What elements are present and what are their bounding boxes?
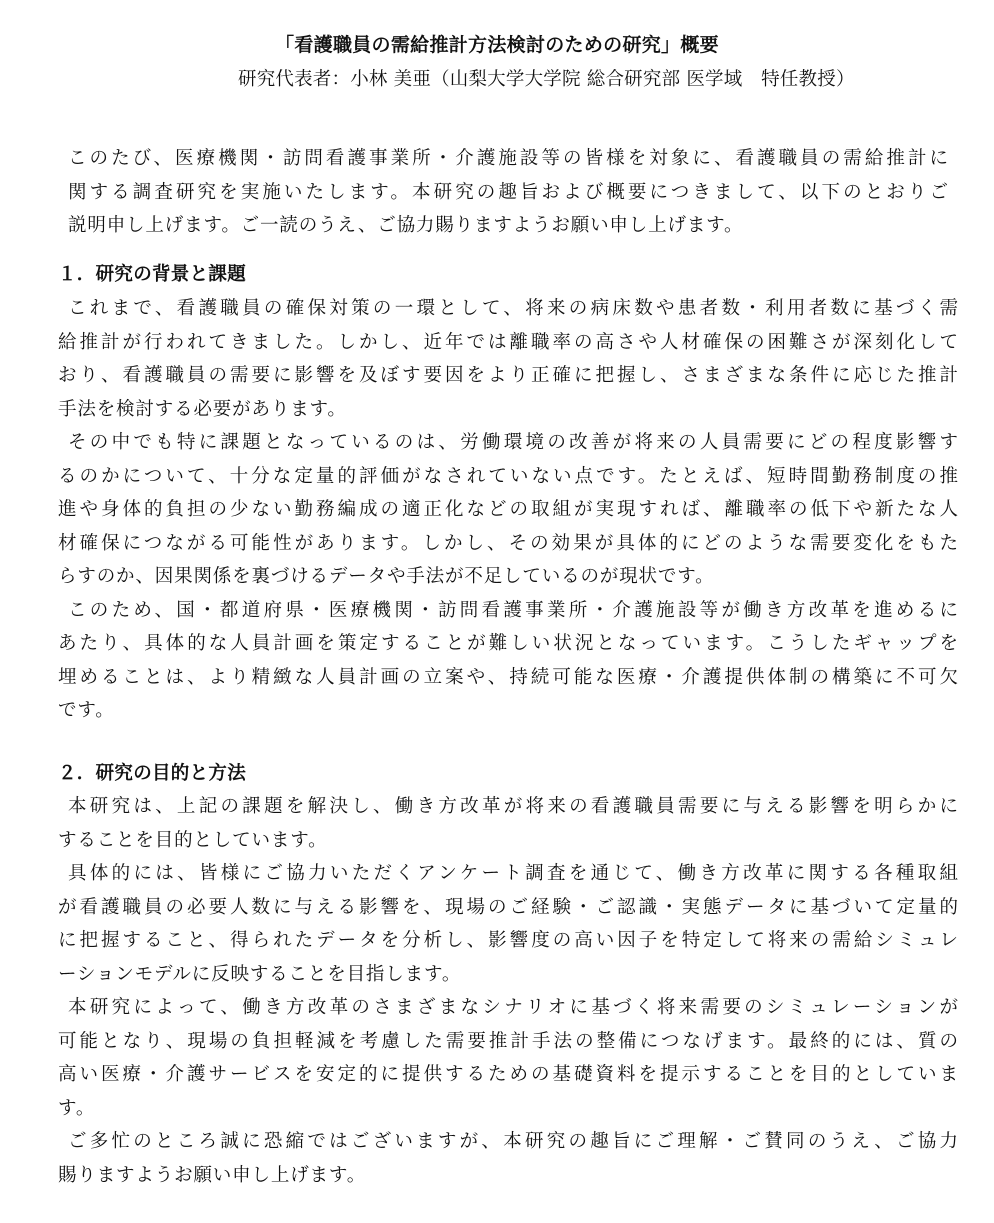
section-2-body [58, 790, 958, 1192]
text-line: その中でも特に課題となっているのは、労働環境の改善が将来の人員需要にどの程度影響す [68, 432, 958, 453]
principal-investigator-line: 研究代表者：小林 美亜（山梨大学大学院 総合研究部 医学域 特任教授） [238, 69, 855, 90]
text-line: に把握すること、得られたデータを分析し、影響度の高い因子を特定して将来の需給シミュレ [58, 930, 958, 951]
intro-paragraph [68, 142, 948, 243]
text-line: です。 [58, 700, 115, 721]
text-line: あたり、具体的な人員計画を策定することが難しい状況となっています。こうしたギャップを [58, 633, 958, 654]
text-line: このたび、医療機関・訪問看護事業所・介護施設等の皆様を対象に、看護職員の需給推計に [68, 148, 948, 169]
text-line: これまで、看護職員の確保対策の一環として、将来の病床数や患者数・利用者数に基づく需 [68, 298, 958, 319]
text-line: このため、国・都道府県・医療機関・訪問看護事業所・介護施設等が働き方改革を進めるに [68, 599, 958, 621]
text-line: することを目的としています。 [58, 829, 328, 851]
document-title: 「看護職員の需給推計方法検討のための研究」概要 [275, 34, 719, 56]
text-line: 給推計が行われてきました。しかし、近年では離職率の高さや人材確保の困難さが深刻化して [58, 331, 958, 353]
text-line: 関する調査研究を実施いたします。本研究の趣旨および概要につきまして、以下のとおりご [68, 181, 948, 203]
text-line: 可能となり、現場の負担軽減を考慮した需要推計手法の整備につなげます。最終的には、質の [58, 1030, 958, 1052]
section-1-body [58, 292, 958, 728]
text-line: 本研究は、上記の課題を解決し、働き方改革が将来の看護職員需要に与える影響を明らかに [68, 796, 958, 817]
section-2-heading: ２．研究の目的と方法 [58, 763, 247, 784]
text-line: おり、看護職員の需要に影響を及ぼす要因をより正確に把握し、さまざまな条件に応じた推計 [58, 365, 958, 386]
text-line: らすのか、因果関係を裏づけるデータや手法が不足しているのが現状です。 [58, 566, 715, 587]
text-line: 説明申し上げます。ご一読のうえ、ご協力賜りますようお願い申し上げます。 [68, 215, 744, 236]
text-line: す。 [58, 1097, 96, 1119]
text-line: 賜りますようお願い申し上げます。 [58, 1164, 367, 1186]
text-line: ーションモデルに反映することを目指します。 [58, 963, 462, 985]
text-line: 具体的には、皆様にご協力いただくアンケート調査を通じて、働き方改革に関する各種取組 [68, 863, 958, 884]
section-1-heading: １．研究の背景と課題 [58, 264, 247, 285]
text-line: が看護職員の必要人数に与える影響を、現場のご経験・ご認識・実態データに基づいて定量的 [58, 896, 958, 918]
text-line: 高い医療・介護サービスを安定的に提供するための基礎資料を提示することを目的としていま [58, 1064, 958, 1085]
text-line: ご多忙のところ誠に恐縮ではございますが、本研究の趣旨にご理解・ご賛同のうえ、ご協力 [68, 1131, 958, 1152]
text-line: 材確保につながる可能性があります。しかし、その効果が具体的にどのような需要変化をもた [58, 532, 958, 554]
text-line: 本研究によって、働き方改革のさまざまなシナリオに基づく将来需要のシミュレーションが [68, 997, 958, 1018]
text-line: るのかについて、十分な定量的評価がなされていない点です。たとえば、短時間勤務制度の推 [58, 465, 958, 487]
text-line: 進や身体的負担の少ない勤務編成の適正化などの取組が実現すれば、離職率の低下や新たな人 [58, 499, 958, 520]
text-line: 埋めることは、より精緻な人員計画の立案や、持続可能な医療・介護提供体制の構築に不可欠 [58, 666, 958, 688]
text-line: 手法を検討する必要があります。 [58, 398, 347, 420]
